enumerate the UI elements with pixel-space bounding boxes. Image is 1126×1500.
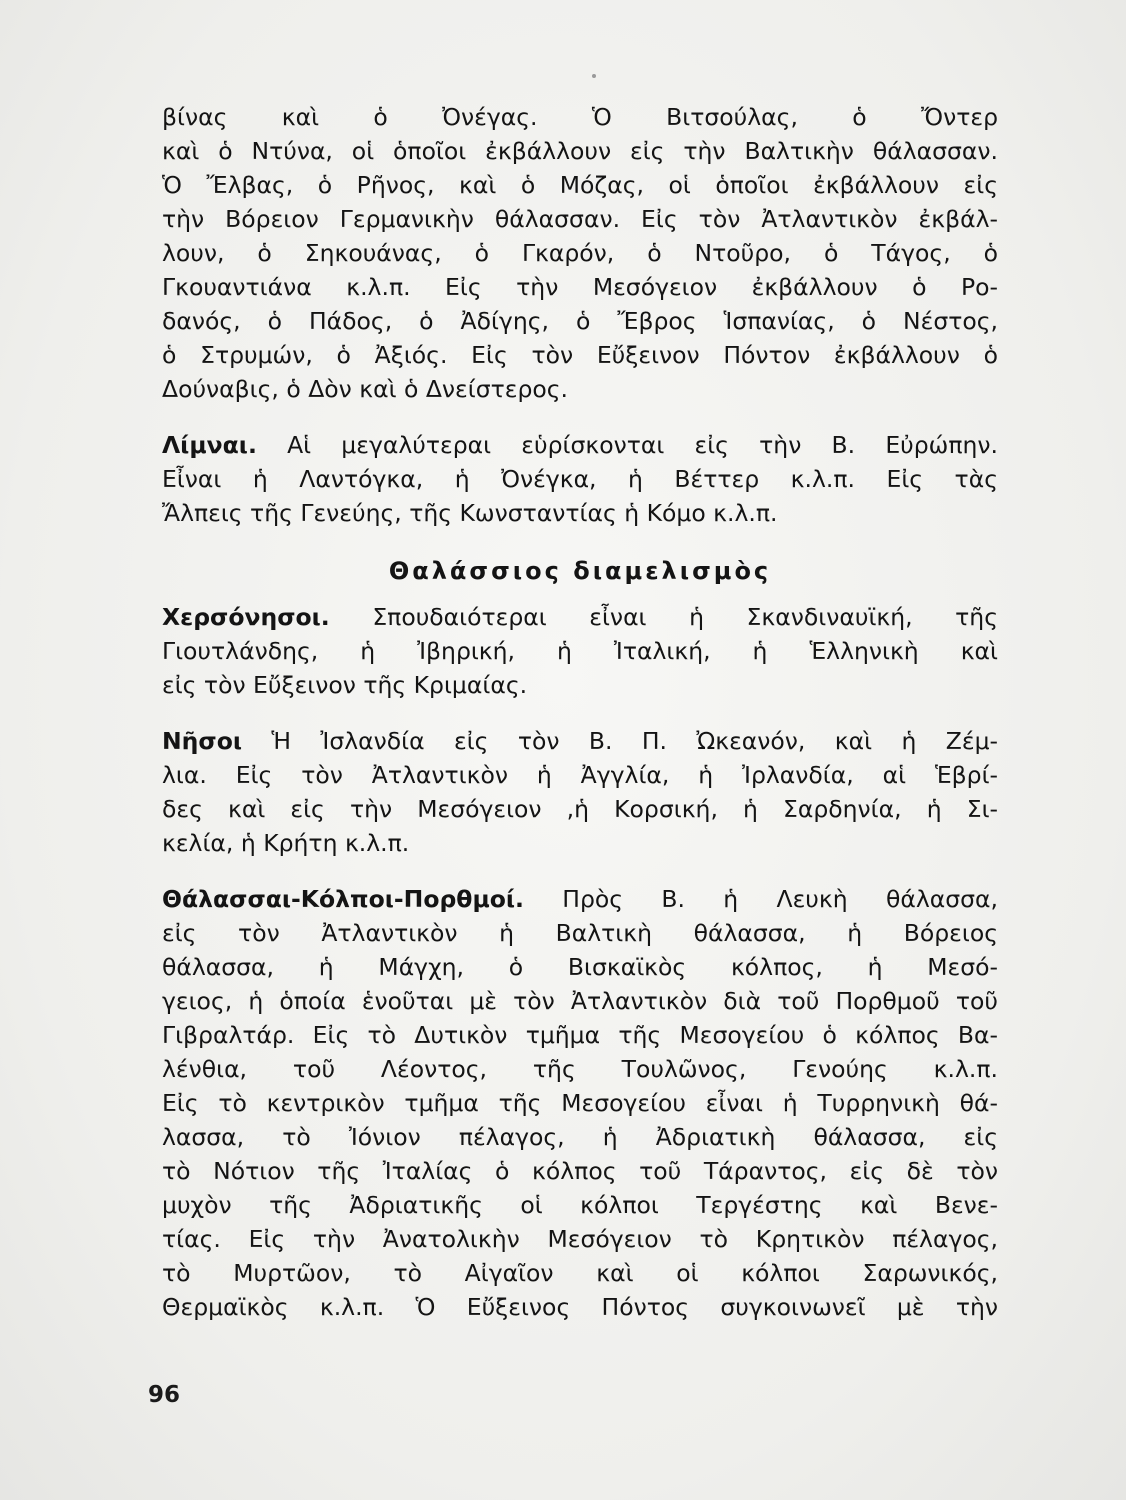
text-line: εἰς τὸν Ἀτλαντικὸν ἡ Βαλτικὴ θάλασσα, ἡ Βόρειος (162, 919, 998, 947)
page-body (162, 100, 998, 1324)
text-line: λένθια, τοῦ Λέοντος, τῆς Τουλῶνος, Γενούης κ.λ.π. (162, 1055, 998, 1083)
text-line: Γκουαντιάνα κ.λ.π. Εἰς τὴν Μεσόγειον ἐκβάλλουν ὁ Ρο- (162, 273, 998, 301)
section-heading: Θαλάσσιος διαμελισμὸς (388, 557, 772, 585)
text-line: Ὁ Ἔλβας, ὁ Ρῆνος, καὶ ὁ Μόζας, οἱ ὁποῖοι ἐκβάλλουν εἰς (162, 171, 998, 199)
text-line: ὁ Στρυμών, ὁ Ἀξιός. Εἰς τὸν Εὔξεινον Πόντον ἐκβάλλουν ὁ (162, 341, 998, 369)
peninsulas-text: Σπουδαιότεραι εἶναι ἡ Σκανδιναυϊκή, τῆς (329, 603, 998, 631)
text-line: τὸ Μυρτῶον, τὸ Αἰγαῖον καὶ οἱ κόλποι Σαρωνικός, (162, 1259, 998, 1287)
rivers-paragraph (162, 100, 998, 406)
text-line: τὸ Νότιον τῆς Ἰταλίας ὁ κόλπος τοῦ Τάραντος, εἰς δὲ τὸν (162, 1157, 998, 1185)
peninsulas-label: Χερσόνησοι. (162, 603, 330, 631)
text-line: λια. Εἰς τὸν Ἀτλαντικὸν ἡ Ἀγγλία, ἡ Ἰρλανδία, αἱ Ἑβρί- (162, 761, 998, 789)
seas-label: Θάλασσαι-Κόλποι-Πορθμοί. (162, 885, 524, 913)
text-line: Γιουτλάνδης, ἡ Ἰβηρική, ἡ Ἰταλική, ἡ Ἑλληνικὴ καὶ (162, 637, 998, 665)
text-line: βίνας καὶ ὁ Ὀνέγας. Ὁ Βιτσούλας, ὁ Ὄντερ (162, 103, 998, 131)
text-line: Ἄλπεις τῆς Γενεύης, τῆς Κωνσταντίας ἡ Κόμο κ.λ.π. (162, 499, 778, 527)
lakes-label: Λίμναι. (162, 431, 257, 459)
paragraph-spacer (162, 406, 998, 428)
text-line: Δούναβις, ὁ Δὸν καὶ ὁ Δνείστερος. (162, 375, 569, 403)
islands-text: Ἡ Ἰσλανδία εἰς τὸν Β. Π. Ὠκεανόν, καὶ ἡ Ζέμ- (242, 727, 998, 755)
seas-paragraph (162, 882, 998, 1324)
paragraph-spacer (162, 530, 998, 546)
text-line: Εἶναι ἡ Λαντόγκα, ἡ Ὀνέγκα, ἡ Βέττερ κ.λ.π. Εἰς τὰς (162, 465, 998, 493)
text-line: τίας. Εἰς τὴν Ἀνατολικὴν Μεσόγειον τὸ Κρητικὸν πέλαγος, (162, 1225, 998, 1253)
text-line: θάλασσα, ἡ Μάγχη, ὁ Βισκαϊκὸς κόλπος, ἡ Μεσό- (162, 953, 998, 981)
text-line: Γιβραλτάρ. Εἰς τὸ Δυτικὸν τμῆμα τῆς Μεσογείου ὁ κόλπος Βα- (162, 1021, 998, 1049)
paragraph-spacer (162, 702, 998, 724)
seas-text: Πρὸς Β. ἡ Λευκὴ θάλασσα, (523, 885, 998, 913)
text-line: λουν, ὁ Σηκουάνας, ὁ Γκαρόν, ὁ Ντοῦρο, ὁ Τάγος, ὁ (162, 239, 998, 267)
text-line: Θερμαϊκὸς κ.λ.π. Ὁ Εὔξεινος Πόντος συγκοινωνεῖ μὲ τὴν (162, 1293, 998, 1321)
lakes-text: Αἱ μεγαλύτεραι εὑρίσκονται εἰς τὴν Β. Εὐρώπην. (256, 431, 998, 459)
text-line: τὴν Βόρειον Γερμανικὴν θάλασσαν. Εἰς τὸν Ἀτλαντικὸν ἐκβάλ- (162, 205, 998, 233)
text-line: εἰς τὸν Εὔξεινον τῆς Κριμαίας. (162, 671, 528, 699)
text-line: καὶ ὁ Ντύνα, οἱ ὁποῖοι ἐκβάλλουν εἰς τὴν Βαλτικὴν θάλασσαν. (162, 137, 998, 165)
text-line: γειος, ἡ ὁποία ἑνοῦται μὲ τὸν Ἀτλαντικὸν διὰ τοῦ Πορθμοῦ τοῦ (162, 987, 998, 1015)
text-line (162, 428, 998, 462)
lakes-paragraph (162, 428, 998, 530)
ink-speck (592, 74, 596, 78)
peninsulas-paragraph (162, 600, 998, 702)
paragraph-spacer (162, 860, 998, 882)
islands-paragraph (162, 724, 998, 860)
text-line: λασσα, τὸ Ἰόνιον πέλαγος, ἡ Ἀδριατικὴ θάλασσα, εἰς (162, 1123, 998, 1151)
text-line: Εἰς τὸ κεντρικὸν τμῆμα τῆς Μεσογείου εἶναι ἡ Τυρρηνικὴ θά- (162, 1089, 998, 1117)
page-number: 96 (148, 1382, 181, 1408)
text-line: μυχὸν τῆς Ἀδριατικῆς οἱ κόλποι Τεργέστης καὶ Βενε- (162, 1191, 998, 1219)
text-line: κελία, ἡ Κρήτη κ.λ.π. (162, 829, 410, 857)
text-line (162, 882, 998, 916)
text-line: δες καὶ εἰς τὴν Μεσόγειον ,ἡ Κορσική, ἡ Σαρδηνία, ἡ Σι- (162, 795, 998, 823)
text-line (162, 600, 998, 634)
islands-label: Νῆσοι (162, 727, 243, 755)
text-line (162, 724, 998, 758)
text-line: δανός, ὁ Πάδος, ὁ Ἀδίγης, ὁ Ἔβρος Ἱσπανίας, ὁ Νέστος, (162, 307, 998, 335)
